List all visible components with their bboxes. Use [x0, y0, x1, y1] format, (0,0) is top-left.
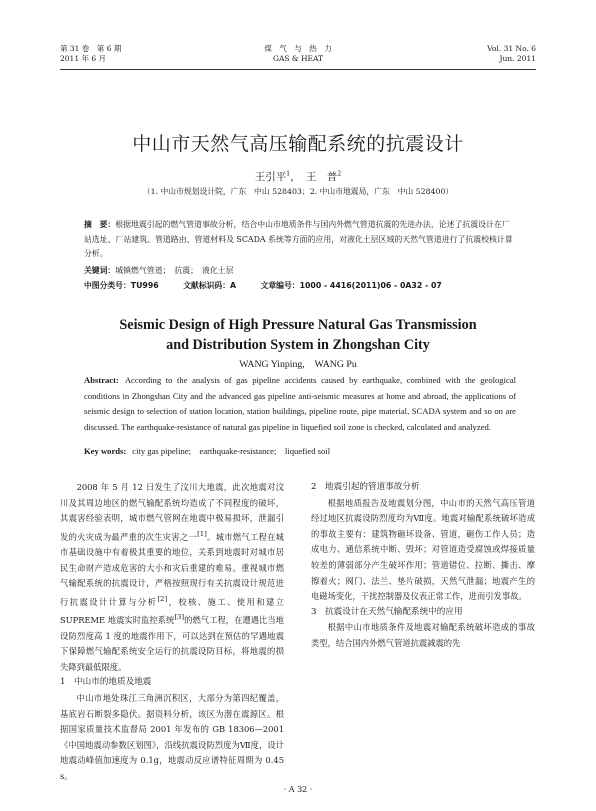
abstract-en [84, 373, 516, 435]
text-run: ，校核、施工、使用和建立 SUPREME 地震实时监控系统 [60, 596, 284, 626]
text-run: 的燃气工程，在遭遇比当地设防烈度高 1 度的地震作用下，可以达到在预估的罕遇地震下保障燃气输配系统安全运行的抗震设防目标，将地震的损失降到最低限度。 [60, 615, 284, 672]
keywords-text: 城镇燃气管道； 抗震； 液化土层 [115, 266, 234, 275]
clc-value: TU996 [130, 281, 159, 290]
keywords-en-text: city gas pipeline; earthquake-resistance; liquefied soil [132, 446, 331, 456]
title-en-line: and Distribution System in Zhongshan City [166, 336, 430, 353]
classification-line [84, 279, 516, 294]
section-heading: 3 抗震设计在天然气输配系统中的应用 [311, 606, 463, 617]
section-paragraph: 根据地质报告及地震划分图，中山市的天然气高压管道经过地区抗震设防烈度均为Ⅶ度。地震对输配系统破坏造成的事故主要有：建筑物砸坏设备、管道，砸伤工作人员；造成电力、通信系统中断、毁坏；对管道造受腐蚀或焊接质量较差的薄弱部分产生破坏作用；管道错位、拉断、撕击、摩擦着火；阀门、法兰、垫片破损，天然气泄漏；地震产生的电磁场变化，干扰控制器及仪表正常工作，进而引发事故。 [311, 497, 535, 602]
issue-date-en: Jun. 2011 [499, 54, 536, 63]
body-column-right [311, 480, 535, 652]
paper-title: 中山市天然气高压输配系统的抗震设计 [132, 133, 464, 155]
journal-issue-info-en [487, 44, 536, 64]
section-paragraph: 根据中山市地质条件及地震对输配系统破坏造成的事故类型，结合国内外燃气管道抗震减震的先 [311, 622, 535, 648]
author-name: 王引平 [254, 171, 287, 183]
citation: [3] [174, 613, 185, 622]
author-affiliation-mark: 2 [337, 170, 342, 178]
abstract-cn [84, 218, 516, 262]
article-id-label: 文章编号： [260, 281, 300, 290]
citation: [2] [157, 594, 168, 603]
volume-issue-en: Vol. 31 No. 6 [487, 44, 536, 53]
page-number: · A 32 · [283, 785, 313, 794]
doc-code-label: 文献标识码： [183, 281, 231, 290]
clc-label: 中图分类号： [84, 281, 131, 290]
author-line [0, 169, 596, 184]
header-rule [60, 69, 536, 70]
doc-code-value: A [230, 281, 237, 290]
section-paragraph: 中山市地处珠江三角洲沉积区，大部分为第四纪覆盖，基底岩石断裂多隐伏。据资料分析，该区为潜在震源区。根据国家质量技术监督局 2001 年发布的 GB 18306—2001《中国地震动参数区划图》，沿线抗震设防烈度为Ⅶ度，设计地震动峰值加速度为 0.1g，地震动反应谱特征周期为 0.45 s。 [60, 693, 284, 781]
author-line-en: WANG Yinping, WANG Pu [239, 359, 357, 370]
abstract-en-text: According to the analysis of gas pipeline accidents caused by earthquake, combined with the geological conditions in Zhongshan City and the advanced gas pipeline anti-seismic measures at home and abroad, the applications of seismic design to selection of station location, station buildings, pipeline route, pipe material, SCADA system and so on are discussed. The earthquake-resistance of natural gas pipeline in liquefied soil zone is checked, calculated and analyzed. [84, 375, 516, 432]
article-id-value: 1000 - 4416(2011)06 - 0A32 - 07 [299, 281, 442, 290]
journal-name-en: GAS & HEAT [272, 54, 323, 63]
paper-title-en [0, 316, 596, 355]
volume-issue: 第 31 卷 第 6 期 [60, 44, 122, 53]
issue-date: 2011 年 6 月 [60, 54, 107, 63]
abstract-text: 根据地震引起的燃气管道事故分析，结合中山市地质条件与国内外燃气管道抗震的先进办法，论述了抗震设计在厂站选址、厂站建筑、管道路由、管道材料及 SCADA 系统等方面的应用，对液化土层区域的天然气管道进行了抗震校核计算分析。 [84, 220, 513, 259]
title-en-line: Seismic Design of High Pressure Natural Gas Transmission [119, 317, 477, 333]
author-affiliation-mark: 1 [286, 170, 291, 178]
keywords-cn [84, 264, 516, 279]
intro-paragraph [60, 480, 284, 675]
body-column-left [60, 480, 284, 785]
citation: [1] [197, 529, 207, 538]
keywords-en-label: Key words: [84, 446, 127, 456]
journal-name-cn: 煤 气 与 热 力 [264, 44, 332, 53]
section-heading: 2 地震引起的管道事故分析 [311, 482, 420, 492]
author-name: 王 普 [305, 171, 338, 183]
author-separator: ， [290, 171, 306, 183]
abstract-en-label: Abstract: [84, 375, 119, 385]
text-run: 2008 年 5 月 12 日发生了汶川大地震，此次地震对汶川及其周边地区的燃气输配系统均造成了不同程度的破坏，其震害经验表明，城市燃气管网在地震中极易损坏，泄漏引发的火灾成为最严重的次生灾害之一 [60, 482, 284, 542]
affiliation: （1. 中山市规划设计院，广东 中山 528403；2. 中山市地震局，广东 中山 528400） [142, 187, 454, 196]
keywords-en [84, 445, 516, 457]
section-heading: 1 中山市的地质及地震 [60, 677, 152, 688]
text-run: 。城市燃气工程在城市基础设施中有着极其重要的地位，关系到地震时对城市居民生命财产造成危害的大小和灾后重建的难易。重视城市燃气输配系统的抗震设计，严格按照现行有关抗震设计规范进行抗震设计计算与分析 [60, 531, 284, 607]
abstract-label: 摘 要： [84, 220, 116, 229]
keywords-label: 关键词： [84, 266, 116, 275]
